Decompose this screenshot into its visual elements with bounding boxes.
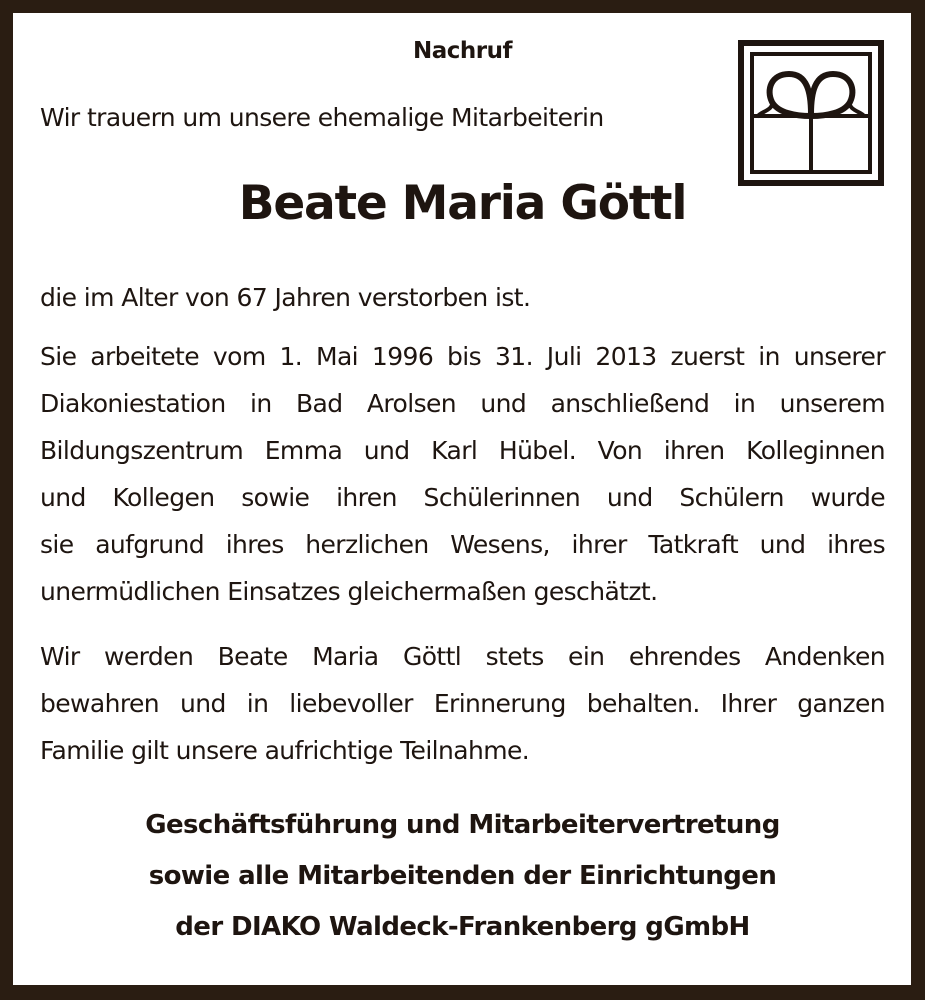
- paragraph-line: Bildungszentrum Emma und Karl Hübel. Von ihren Kolleginnen: [40, 436, 885, 465]
- paragraph-line: bewahren und in liebevoller Erinnerung behalten. Ihrer ganzen: [40, 689, 885, 718]
- paragraph-line: Diakoniestation in Bad Arolsen und anschließend in unserem: [40, 389, 885, 418]
- signature-block: [0, 800, 925, 953]
- paragraph-line: Familie gilt unsere aufrichtige Teilnahme.: [40, 736, 530, 765]
- gift-box-logo-icon: [738, 40, 884, 186]
- signature-line: sowie alle Mitarbeitenden der Einrichtungen: [148, 861, 777, 891]
- notice-heading: Nachruf: [412, 38, 512, 64]
- paragraph-line: sie aufgrund ihres herzlichen Wesens, ihrer Tatkraft und ihres: [40, 530, 885, 559]
- age-text: die im Alter von 67 Jahren verstorben ist.: [40, 283, 531, 312]
- signature-line: Geschäftsführung und Mitarbeitervertretung: [145, 810, 780, 840]
- career-paragraph: [40, 333, 885, 615]
- paragraph-line: und Kollegen sowie ihren Schülerinnen und Schülern wurde: [40, 483, 885, 512]
- paragraph-line: unermüdlichen Einsatzes gleichermaßen geschätzt.: [40, 577, 658, 606]
- remembrance-paragraph: [40, 633, 885, 774]
- paragraph-line: Sie arbeitete vom 1. Mai 1996 bis 31. Juli 2013 zuerst in unserer: [40, 342, 885, 371]
- signature-line: der DIAKO Waldeck-Frankenberg gGmbH: [175, 912, 750, 942]
- deceased-name: Beate Maria Göttl: [238, 176, 687, 231]
- intro-text: Wir trauern um unsere ehemalige Mitarbeiterin: [40, 103, 604, 132]
- paragraph-line: Wir werden Beate Maria Göttl stets ein ehrendes Andenken: [40, 642, 885, 671]
